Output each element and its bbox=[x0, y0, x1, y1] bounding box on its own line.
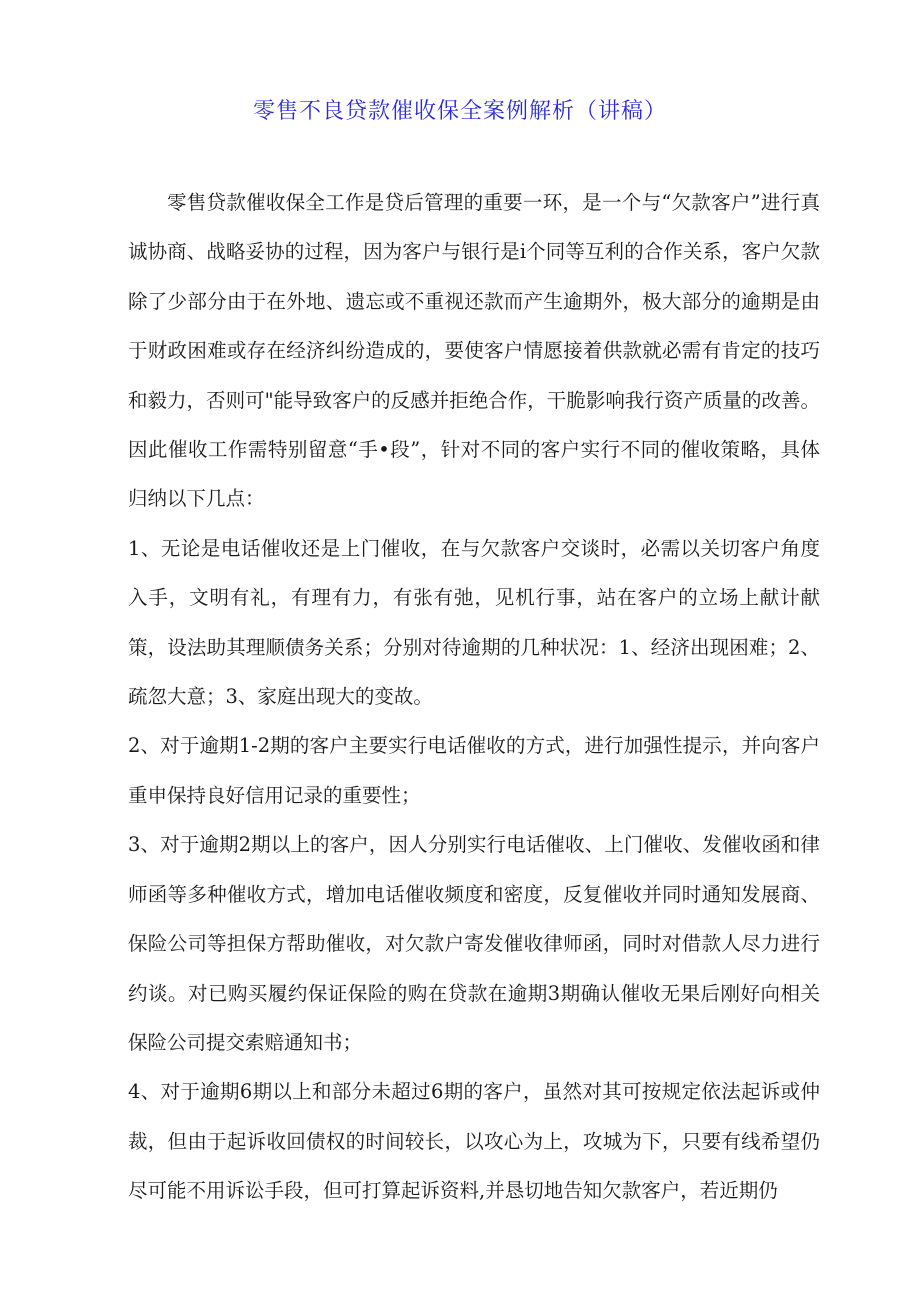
point-4-paragraph: 4、对于逾期6期以上和部分未超过6期的客户，虽然对其可按规定依法起诉或仲裁，但由于起诉收回债权的时间较长，以攻心为上，攻城为下，只要有线希望仍尽可能不用诉讼手段，但可打算起诉资料,并恳切地告知欠款客户，若近期仍 bbox=[128, 1080, 820, 1203]
document-body bbox=[128, 178, 820, 1216]
document-title: 零售不良贷款催收保全案例解析（讲稿） bbox=[252, 99, 667, 124]
point-2-paragraph: 2、对于逾期1-2期的客户主要实行电话催收的方式，进行加强性提示，并向客户重申保持良好信用记录的重要性； bbox=[128, 734, 820, 807]
point-1-paragraph: 1、无论是电话催收还是上门催收，在与欠款客户交谈时，必需以关切客户角度入手，文明有礼，有理有力，有张有弛，见机行事，站在客户的立场上献计献策，设法助其理顺债务关系；分别对待逾期的几种状况：1、经济出现困难；2、疏忽大意；3、家庭出现大的变故。 bbox=[128, 536, 820, 709]
intro-paragraph: 零售贷款催收保全工作是贷后管理的重要一环，是一个与“欠款客户”进行真诚协商、战略妥协的过程，因为客户与银行是i个同等互利的合作关系，客户欠款除了少部分由于在外地、遗忘或不重视还款而产生逾期外，极大部分的逾期是由于财政困难或存在经济纠纷造成的，要使客户情愿接着供款就必需有肯定的技巧和毅力，否则可"能导致客户的反感并拒绝合作，干脆影响我行资产质量的改善。因此催收工作需特别留意“手•段”，针对不同的客户实行不同的催收策略，具体归纳以下几点： bbox=[128, 191, 820, 511]
point-3-paragraph: 3、对于逾期2期以上的客户，因人分别实行电话催收、上门催收、发催收函和律师函等多种催收方式，增加电话催收频度和密度，反复催收并同时通知发展商、保险公司等担保方帮助催收，对欠款户寄发催收律师函，同时对借款人尽力进行约谈。对已购买履约保证保险的购在贷款在逾期3期确认催收无果后刚好向相关保险公司提交索赔通知书； bbox=[128, 833, 820, 1054]
